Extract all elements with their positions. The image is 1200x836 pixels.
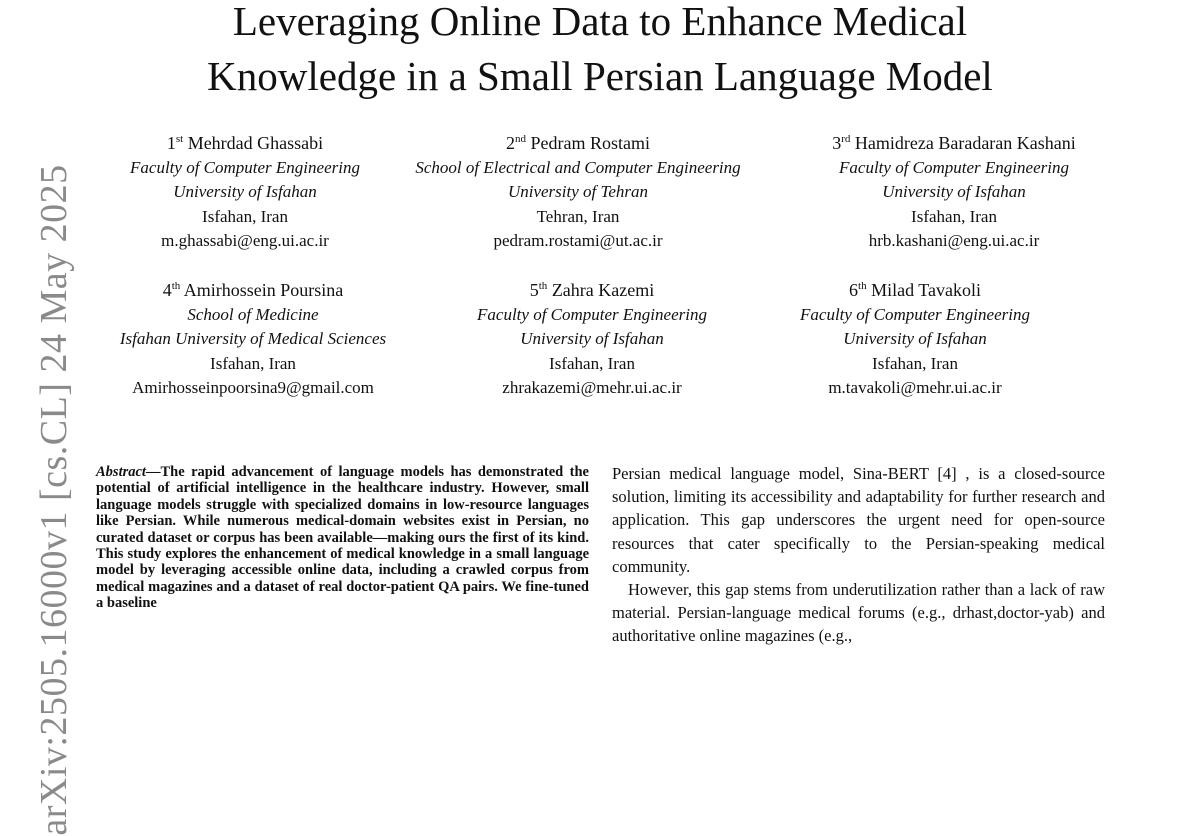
- author-ordinal: 4: [162, 280, 172, 300]
- abstract-label: Abstract: [96, 464, 146, 480]
- paper-title: [0, 0, 1200, 104]
- title-line-2: Knowledge in a Small Persian Language Model: [207, 53, 993, 99]
- author-block: [415, 131, 740, 254]
- author-department: Faculty of Computer Engineering: [477, 304, 707, 324]
- arxiv-stamp: arXiv:2505.16000v1 [cs.CL] 24 May 2025: [33, 164, 75, 836]
- author-name: Hamidreza Baradaran Kashani: [854, 133, 1076, 153]
- author-university: Isfahan University of Medical Sciences: [119, 329, 387, 348]
- author-department: Faculty of Computer Engineering: [800, 304, 1030, 324]
- abstract-text: —The rapid advancement of language models has demonstrated the potential of artificial intelligence in the healthcare industry. However, small language models struggle with specialized domains in low-resource languages like Persian. While numerous medical-domain websites exist in Persian, no curated dataset or corpus has been available—making ours the first of its kind. This study explores the enhancement of medical knowledge in a small language model by leveraging accessible online data, including a crawled corpus from medical magazines and a dataset of real doctor-patient QA pairs. We fine-tuned a baseline: [96, 464, 589, 612]
- author-city: Isfahan, Iran: [872, 353, 958, 373]
- author-row-2: [0, 278, 1200, 408]
- author-name: Milad Tavakoli: [871, 280, 981, 300]
- abstract: [96, 464, 589, 612]
- author-name: Amirhossein Poursina: [183, 280, 344, 300]
- author-name: Mehrdad Ghassabi: [187, 133, 324, 153]
- author-email: hrb.kashani@eng.ui.ac.ir: [868, 231, 1040, 250]
- author-name-line: [120, 278, 386, 303]
- body-right-column: [612, 462, 1105, 648]
- author-university: University of Tehran: [507, 182, 649, 201]
- author-university: University of Isfahan: [173, 182, 317, 201]
- body-paragraph: Persian medical language model, Sina-BERT [4] , is a closed-source solution, limiting its accessibility and adaptability for further research and application. This gap underscores the urgent need for open-source resources that cater specifically to the Persian-speaking medical community.: [612, 464, 1105, 576]
- author-ordinal-suffix: th: [171, 280, 181, 292]
- author-ordinal-suffix: th: [858, 280, 867, 292]
- author-name: Zahra Kazemi: [551, 280, 655, 300]
- author-email: Amirhosseinpoorsina9@gmail.com: [132, 378, 374, 397]
- author-block: [477, 278, 707, 401]
- author-university: University of Isfahan: [882, 182, 1026, 201]
- author-city: Isfahan, Iran: [210, 353, 296, 373]
- author-ordinal-suffix: rd: [841, 133, 851, 145]
- author-ordinal: 3: [832, 133, 842, 153]
- author-city: Isfahan, Iran: [549, 353, 635, 373]
- author-name-line: [477, 278, 707, 303]
- author-university: University of Isfahan: [843, 329, 987, 348]
- author-name-line: [130, 131, 360, 156]
- author-ordinal: 6: [849, 280, 859, 300]
- author-ordinal-suffix: th: [538, 280, 548, 292]
- author-ordinal: 1: [166, 133, 176, 153]
- author-city: Isfahan, Iran: [202, 206, 288, 226]
- author-email: zhrakazemi@mehr.ui.ac.ir: [502, 378, 682, 397]
- author-name: Pedram Rostami: [530, 133, 650, 153]
- author-name-line: [415, 131, 740, 156]
- author-ordinal: 5: [529, 280, 539, 300]
- author-block: [832, 131, 1076, 254]
- body-paragraph: However, this gap stems from underutilization rather than a lack of raw material. Persian-language medical forums (e.g., drhast,doctor-yab) and authoritative online magazines (e.g.,: [612, 580, 1105, 646]
- author-department: Faculty of Computer Engineering: [130, 157, 360, 177]
- author-university: University of Isfahan: [520, 329, 664, 348]
- author-block: [120, 278, 386, 401]
- author-city: Tehran, Iran: [536, 206, 620, 226]
- author-department: School of Electrical and Computer Engineering: [415, 157, 741, 177]
- author-ordinal: 2: [506, 133, 515, 153]
- author-ordinal-suffix: nd: [515, 133, 526, 145]
- author-city: Isfahan, Iran: [911, 206, 997, 226]
- author-block: [130, 131, 360, 254]
- author-email: m.tavakoli@mehr.ui.ac.ir: [828, 378, 1002, 397]
- author-name-line: [832, 131, 1076, 156]
- author-ordinal-suffix: st: [175, 133, 184, 145]
- author-email: m.ghassabi@eng.ui.ac.ir: [161, 231, 329, 250]
- author-block: [800, 278, 1030, 401]
- author-department: Faculty of Computer Engineering: [839, 157, 1069, 177]
- author-email: pedram.rostami@ut.ac.ir: [493, 231, 663, 250]
- author-row-1: [0, 131, 1200, 261]
- author-name-line: [800, 278, 1030, 303]
- title-line-1: Leveraging Online Data to Enhance Medical: [232, 0, 968, 44]
- author-department: School of Medicine: [187, 304, 319, 324]
